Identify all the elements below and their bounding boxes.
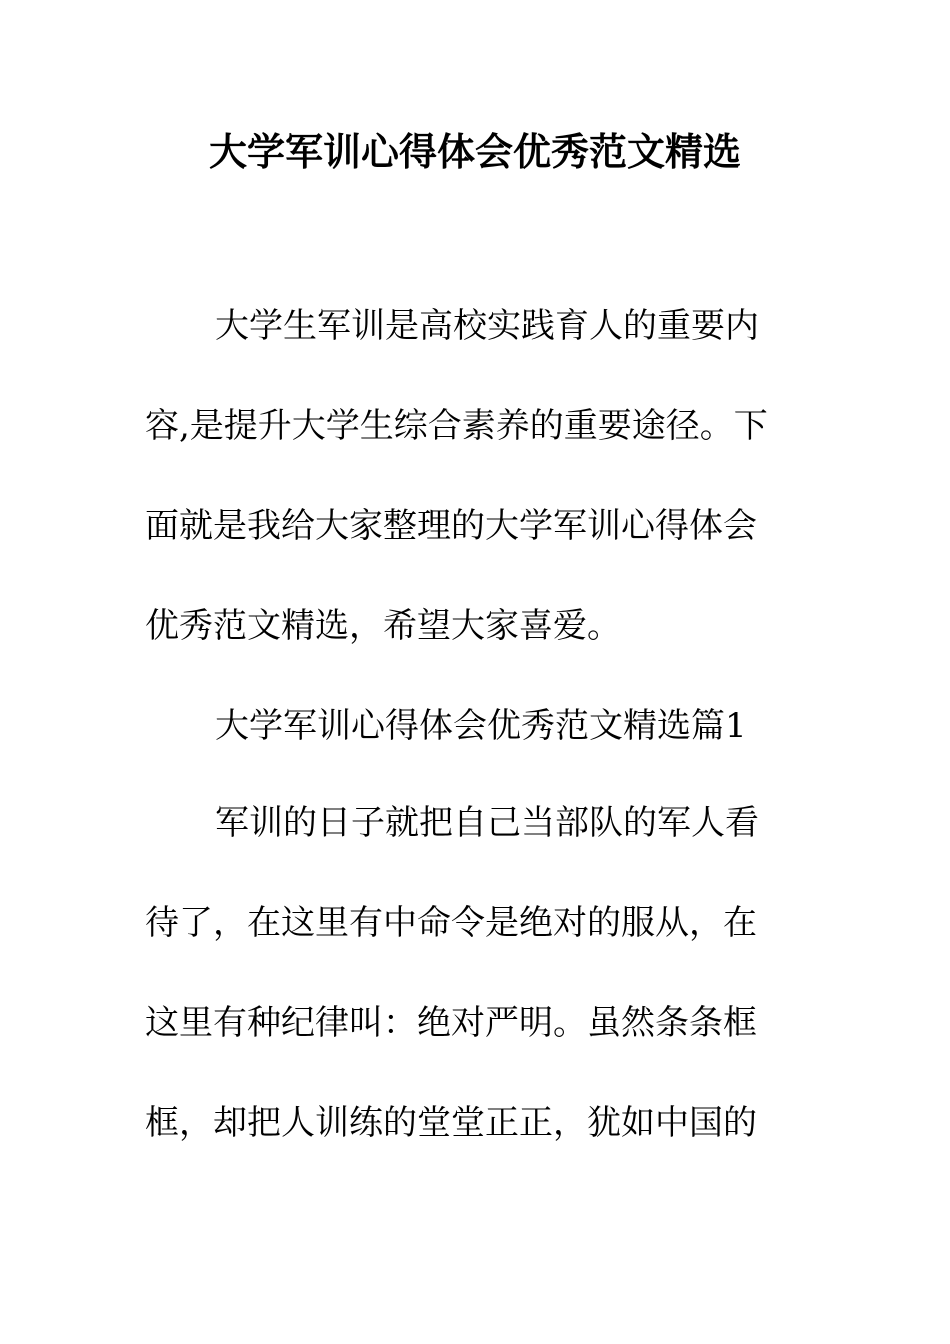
- paragraph-line: 框，却把人训练的堂堂正正，犹如中国的: [145, 1103, 757, 1143]
- section-heading: 大学军训心得体会优秀范文精选篇1: [215, 706, 747, 746]
- paragraph-line: 军训的日子就把自己当部队的军人看: [215, 803, 759, 843]
- paragraph-line: 大学生军训是高校实践育人的重要内: [215, 306, 759, 346]
- paragraph-line: 这里有种纪律叫：绝对严明。虽然条条框: [145, 1003, 757, 1043]
- paragraph-line: 面就是我给大家整理的大学军训心得体会: [145, 506, 757, 546]
- paragraph-line: 容,是提升大学生综合素养的重要途径。下: [145, 406, 768, 446]
- paragraph-line: 优秀范文精选，希望大家喜爱。: [145, 606, 621, 646]
- paragraph-line: 待了，在这里有中命令是绝对的服从，在: [145, 903, 757, 943]
- document-title: 大学军训心得体会优秀范文精选: [208, 130, 741, 174]
